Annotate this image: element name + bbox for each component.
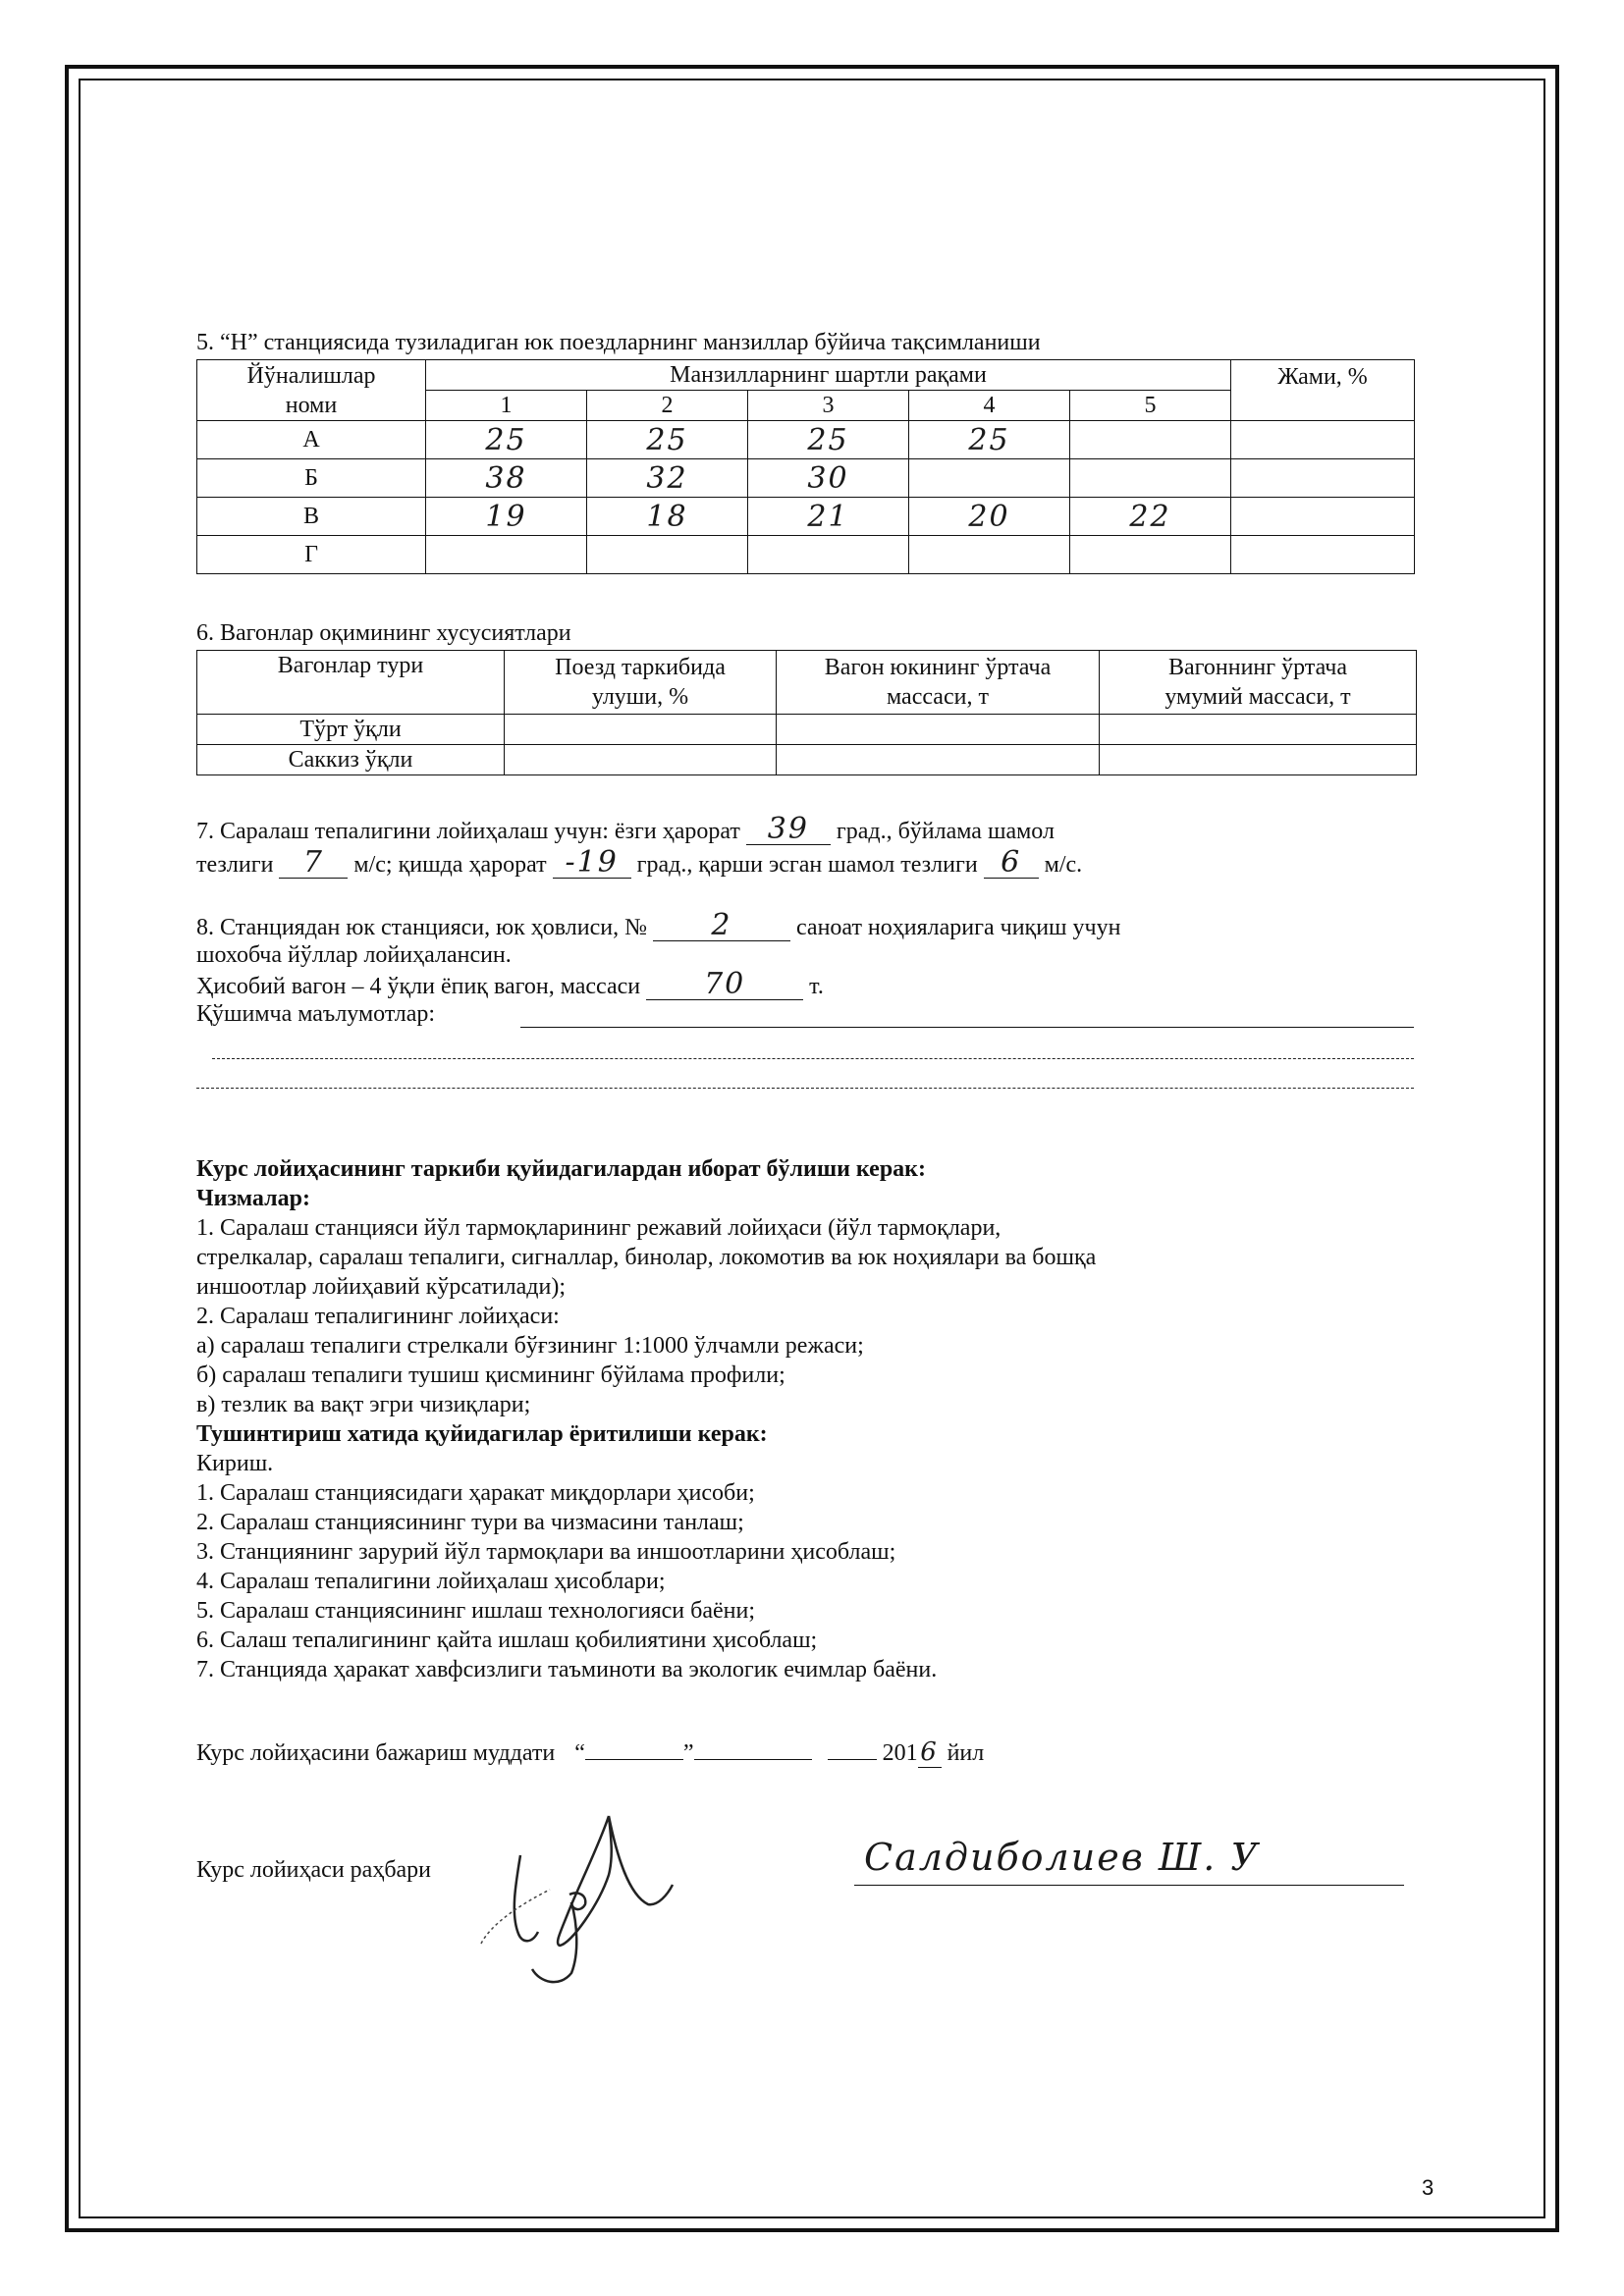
cell-value: 38 [426,459,587,498]
supervisor-label: Курс лойиҳаси раҳбари [196,1857,432,1883]
drawings-item: а) саралаш тепалиги стрелкали бўғзининг 1:1000 ўлчамли режаси; [196,1333,864,1359]
drawings-item: стрелкалар, саралаш тепалиги, сигналлар, бинолар, локомотив ва юк ноҳиялари ва бошқа [196,1245,1097,1270]
supervisor-name-handwritten: Салдиболиев Ш. У [864,1836,1260,1879]
cell-value [909,536,1070,574]
gross-mass-header: Вагоннинг ўртача умумий массаси, т [1100,651,1417,715]
dest-number: 4 [909,391,1070,421]
dest-number: 2 [587,391,748,421]
drawings-item: б) саралаш тепалиги тушиш қисмининг бўйлама профили; [196,1362,785,1388]
table-row [197,459,1415,498]
wagon-mass-value: 70 [646,970,803,1000]
cell-value: 30 [748,459,909,498]
note-item: 7. Станцияда ҳаракат хавфсизлиги таъминоти ва экологик ечимлар баёни. [196,1657,938,1682]
share-header: Поезд таркибида улуши, % [505,651,777,715]
wagon-type: Саккиз ўқли [197,745,505,775]
cell-value: 25 [587,421,748,459]
note-item: Кириш. [196,1451,274,1476]
load-mass-header: Вагон юкининг ўртача массаси, т [777,651,1100,715]
section7-line2: тезлиги 7 м/с; қишда ҳарорат -19 град., қарши эсган шамол тезлиги 6 м/с. [196,845,1083,880]
drawings-heading: Чизмалар: [196,1186,310,1211]
drawings-item: иншоотлар лойиҳавий кўрсатилади); [196,1274,567,1300]
wagon-flow-table [196,650,1417,775]
cell-value [505,745,777,775]
content-heading: Курс лойиҳасининг таркиби қуйидагилардан иборат бўлиши керак: [196,1156,926,1182]
destinations-table [196,359,1415,574]
head-wind-value: 6 [984,848,1039,879]
direction-header: Йўналишлар номи [197,360,426,421]
extra-info-line [196,1088,1414,1089]
note-item: 5. Саралаш станциясининг ишлаш технологияси баёни; [196,1598,756,1624]
table-row [197,421,1415,459]
drawings-item: 1. Саралаш станцияси йўл тармоқларининг режавий лойиҳаси (йўл тармоқлари, [196,1215,1001,1241]
cell-value: 20 [909,498,1070,536]
direction-name: А [197,421,426,459]
cell-value [1070,536,1231,574]
deadline-line: Курс лойиҳасини бажариш муддати “ ” 201 6 йил [196,1737,985,1767]
dest-number: 5 [1070,391,1231,421]
signature-image [461,1796,756,1993]
direction-name: Г [197,536,426,574]
cell-value: 18 [587,498,748,536]
yard-number-value: 2 [653,911,790,941]
note-heading: Тушинтириш хатида қуйидагилар ёритилиши керак: [196,1421,768,1447]
cell-value [1070,459,1231,498]
note-item: 3. Станциянинг зарурий йўл тармоқлари ва иншоотларини ҳисоблаш; [196,1539,896,1565]
cell-value [1100,745,1417,775]
section8-line4: Қўшимча маълумотлар: [196,1001,436,1027]
page-number: 3 [1422,2175,1435,2200]
cell-value: 25 [748,421,909,459]
note-item: 6. Салаш тепалигининг қайта ишлаш қобилиятини ҳисоблаш; [196,1628,818,1653]
cell-value: 22 [1070,498,1231,536]
deadline-year-digit: 6 [918,1737,942,1768]
cell-value: 25 [426,421,587,459]
summer-temp-value: 39 [746,815,831,845]
wind-speed-value: 7 [279,848,348,879]
cell-value: 25 [909,421,1070,459]
dest-number: 1 [426,391,587,421]
direction-name: Б [197,459,426,498]
cell-value [587,536,748,574]
cell-sum [1231,459,1415,498]
drawings-item: в) тезлик ва вақт эгри чизиқлари; [196,1392,531,1417]
section7-line1: 7. Саралаш тепалигини лойиҳалаш учун: ёзги ҳарорат 39 град., бўйлама шамол [196,812,1055,846]
winter-temp-value: -19 [553,848,631,879]
sum-header: Жами, % [1231,360,1415,421]
cell-value [426,536,587,574]
table-row [197,536,1415,574]
table-row [197,745,1417,775]
cell-value [909,459,1070,498]
cell-value [748,536,909,574]
wagon-type: Тўрт ўқли [197,715,505,745]
destinations-header: Манзилларнинг шартли рақами [426,360,1231,391]
drawings-item: 2. Саралаш тепалигининг лойиҳаси: [196,1304,560,1329]
extra-info-line [212,1058,1414,1059]
cell-value [777,715,1100,745]
section5-title: 5. “Н” станциясида тузиладиган юк поездларнинг манзиллар бўйича тақсимланиши [196,330,1041,355]
cell-value [1070,421,1231,459]
cell-sum [1231,536,1415,574]
dest-number: 3 [748,391,909,421]
name-underline [854,1885,1404,1886]
cell-value [777,745,1100,775]
extra-info-line [520,1027,1414,1028]
section6-title: 6. Вагонлар оқимининг хусусиятлари [196,620,571,646]
cell-value [505,715,777,745]
section8-line3: Ҳисобий вагон – 4 ўқли ёпиқ вагон, массаси 70 т. [196,967,824,1001]
section8-line2: шохобча йўллар лойиҳалансин. [196,942,512,968]
cell-value: 32 [587,459,748,498]
cell-value [1100,715,1417,745]
section8-line1: 8. Станциядан юк станцияси, юк ҳовлиси, № 2 саноат ноҳияларига чиқиш учун [196,908,1121,942]
table-row [197,498,1415,536]
cell-value: 21 [748,498,909,536]
table-row [197,715,1417,745]
wagon-type-header: Вагонлар тури [197,651,505,715]
note-item: 1. Саралаш станциясидаги ҳаракат миқдорлари ҳисоби; [196,1480,755,1506]
note-item: 2. Саралаш станциясининг тури ва чизмасини танлаш; [196,1510,744,1535]
note-item: 4. Саралаш тепалигини лойиҳалаш ҳисоблари; [196,1569,666,1594]
cell-sum [1231,498,1415,536]
cell-value: 19 [426,498,587,536]
cell-sum [1231,421,1415,459]
direction-name: В [197,498,426,536]
